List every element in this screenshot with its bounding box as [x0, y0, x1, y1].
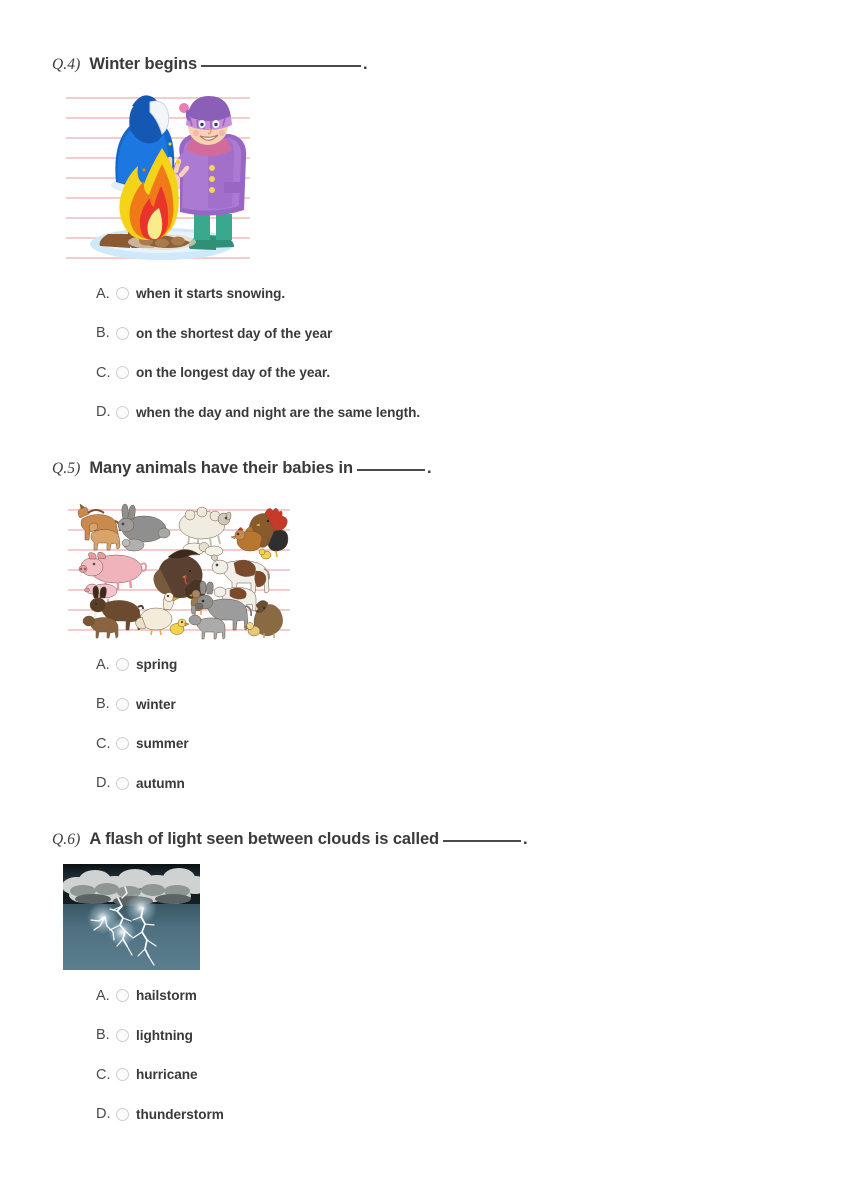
option-radio-d[interactable] — [116, 406, 129, 419]
question-block-4 — [52, 55, 368, 74]
option-letter: D. — [96, 775, 111, 792]
option-label: when it starts snowing. — [136, 286, 286, 302]
option-label: lightning — [136, 1027, 193, 1043]
goat-kid-icon — [83, 616, 118, 638]
option-row[interactable] — [96, 314, 420, 354]
option-radio-a[interactable] — [116, 989, 129, 1002]
lightning-storm-icon — [63, 864, 200, 970]
option-label: hailstorm — [136, 988, 197, 1004]
option-row[interactable] — [96, 1055, 224, 1095]
options-list-4 — [96, 274, 420, 432]
option-row[interactable] — [96, 685, 189, 725]
option-radio-a[interactable] — [116, 658, 129, 671]
question-number-5: Q.5) — [52, 460, 81, 477]
answer-blank-4 — [201, 65, 361, 67]
option-radio-d[interactable] — [116, 777, 129, 790]
option-radio-b[interactable] — [116, 698, 129, 711]
duckling-icon — [170, 619, 189, 635]
option-row[interactable] — [96, 724, 189, 764]
option-letter: C. — [96, 735, 111, 752]
question-block-6 — [52, 830, 528, 849]
question-heading-4 — [52, 55, 368, 74]
answer-blank-6 — [443, 840, 521, 842]
question-number-6: Q.6) — [52, 831, 81, 848]
option-letter: A. — [96, 656, 110, 673]
option-letter: C. — [96, 364, 111, 381]
option-row[interactable] — [96, 976, 224, 1016]
option-label: on the shortest day of the year — [136, 325, 333, 341]
option-letter: B. — [96, 1027, 110, 1044]
question-heading-5 — [52, 459, 431, 478]
option-label: thunderstorm — [136, 1106, 224, 1122]
option-radio-c[interactable] — [116, 1068, 129, 1081]
option-label: when the day and night are the same length. — [136, 404, 421, 420]
option-label: summer — [136, 736, 189, 752]
option-radio-b[interactable] — [116, 327, 129, 340]
option-radio-c[interactable] — [116, 366, 129, 379]
option-letter: A. — [96, 987, 110, 1004]
farm-animals-grid-icon — [68, 491, 290, 640]
option-row[interactable] — [96, 645, 189, 685]
option-letter: D. — [96, 1106, 111, 1123]
option-label: spring — [136, 657, 178, 673]
option-radio-d[interactable] — [116, 1108, 129, 1121]
option-label: winter — [136, 696, 176, 712]
lightning-photo — [63, 864, 200, 970]
question-text-6: A flash of light seen between clouds is called . — [89, 830, 528, 848]
option-row[interactable] — [96, 1095, 224, 1135]
campfire-scene-icon — [66, 86, 250, 268]
rabbit-icon — [118, 504, 170, 551]
option-radio-c[interactable] — [116, 737, 129, 750]
question-text-4: Winter begins . — [89, 55, 368, 73]
option-letter: C. — [96, 1066, 111, 1083]
option-row[interactable] — [96, 764, 189, 804]
option-row[interactable] — [96, 1016, 224, 1056]
campfire-illustration — [66, 86, 250, 268]
question-text-5: Many animals have their babies in . — [89, 459, 432, 477]
option-label: on the longest day of the year. — [136, 365, 331, 381]
answer-blank-5 — [357, 469, 425, 471]
option-letter: D. — [96, 404, 111, 421]
options-list-5 — [96, 645, 189, 803]
question-number-4: Q.4) — [52, 56, 81, 73]
question-heading-6 — [52, 830, 528, 849]
sheep-icon — [179, 507, 231, 556]
option-radio-a[interactable] — [116, 287, 129, 300]
options-list-6 — [96, 976, 224, 1134]
option-row[interactable] — [96, 393, 420, 433]
question-block-5 — [52, 459, 431, 478]
option-radio-b[interactable] — [116, 1029, 129, 1042]
option-row[interactable] — [96, 353, 420, 393]
option-letter: B. — [96, 696, 110, 713]
option-label: autumn — [136, 775, 185, 791]
option-letter: A. — [96, 285, 110, 302]
farm-animals-illustration — [68, 491, 290, 640]
option-row[interactable] — [96, 274, 420, 314]
pig-icon — [79, 552, 146, 590]
option-letter: B. — [96, 325, 110, 342]
option-label: hurricane — [136, 1067, 198, 1083]
